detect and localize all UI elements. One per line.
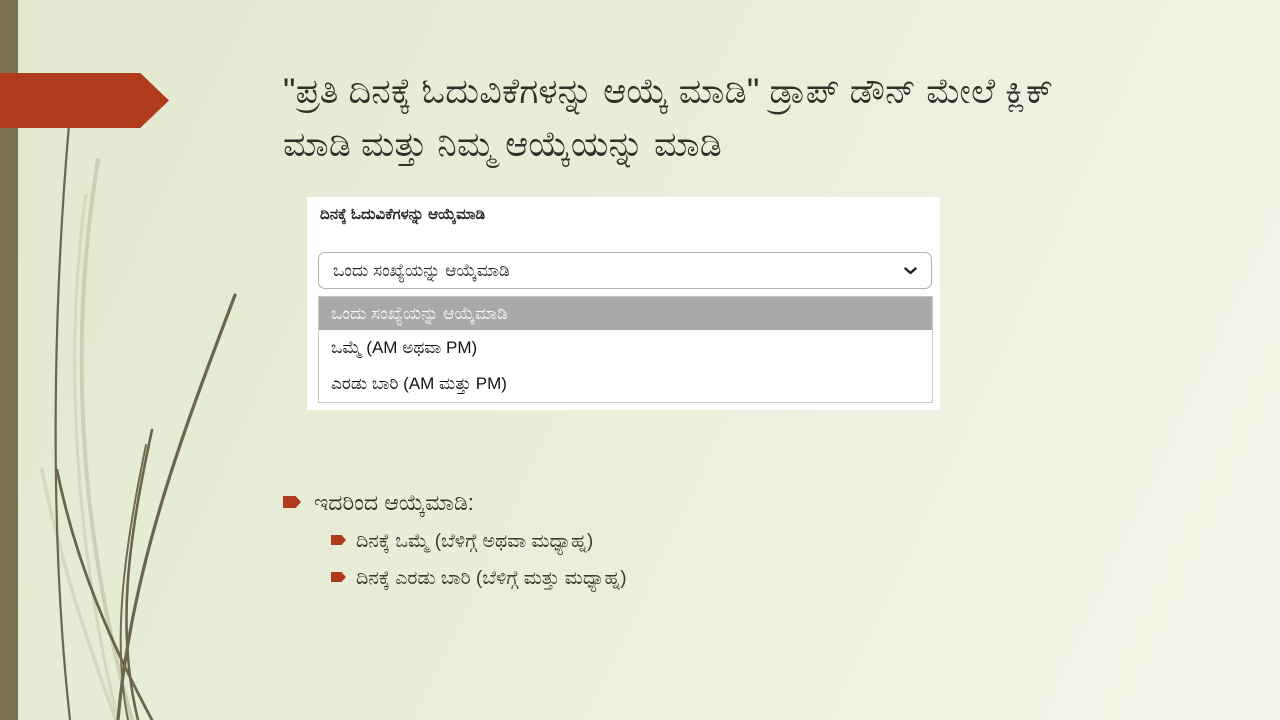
- dropdown-screenshot-panel: [307, 197, 940, 410]
- bullet-arrow-icon: [331, 535, 346, 545]
- list-item: [331, 568, 983, 590]
- dropdown-option[interactable]: ಒಮ್ಮೆ (AM ಅಥವಾ PM): [331, 338, 478, 357]
- bullet-text: ದಿನಕ್ಕೆ ಎರಡು ಬಾರಿ (ಬೆಳಿಗ್ಗೆ ಮತ್ತು ಮಧ್ಯಾಹ್ನ): [356, 568, 627, 589]
- title-arrow-shape: [0, 73, 169, 128]
- bullet-arrow-icon: [283, 496, 301, 508]
- select-value: ಒಂದು ಸಂಖ್ಯೆಯನ್ನು ಆಯ್ಕೆಮಾಡಿ: [333, 260, 510, 280]
- field-label: ದಿನಕ್ಕೆ ಓದುವಿಕೆಗಳನ್ನು ಆಯ್ಕೆಮಾಡಿ: [320, 206, 486, 223]
- readings-select[interactable]: [318, 252, 932, 289]
- slide-title: "ಪ್ರತಿ ದಿನಕ್ಕೆ ಓದುವಿಕೆಗಳನ್ನು ಆಯ್ಕೆ ಮಾಡಿ" ಡ್ರಾಪ್ ಡೌನ್ ಮೇಲೆ ಕ್ಲಿಕ್ ಮಾಡಿ ಮತ್ತು ನಿಮ್ಮ ಆಯ್ಕೆಯನ್ನು ಮಾಡಿ: [283, 72, 1054, 164]
- dropdown-options-list: [318, 296, 933, 403]
- bullet-arrow-icon: [331, 572, 346, 582]
- list-item: [283, 490, 983, 516]
- dropdown-option[interactable]: ಒಂದು ಸಂಖ್ಯೆಯನ್ನು ಆಯ್ಕೆಮಾಡಿ: [319, 297, 932, 330]
- bullet-list: [283, 490, 983, 590]
- chevron-down-icon: [904, 267, 917, 275]
- bullet-text: ದಿನಕ್ಕೆ ಒಮ್ಮೆ (ಬೆಳಿಗ್ಗೆ ಅಥವಾ ಮಧ್ಯಾಹ್ನ): [356, 531, 594, 552]
- list-item: [331, 531, 983, 553]
- dropdown-option[interactable]: ಎರಡು ಬಾರಿ (AM ಮತ್ತು PM): [331, 374, 507, 393]
- bullet-text: ಇದರಿಂದ ಆಯ್ಕೆಮಾಡಿ:: [314, 490, 474, 515]
